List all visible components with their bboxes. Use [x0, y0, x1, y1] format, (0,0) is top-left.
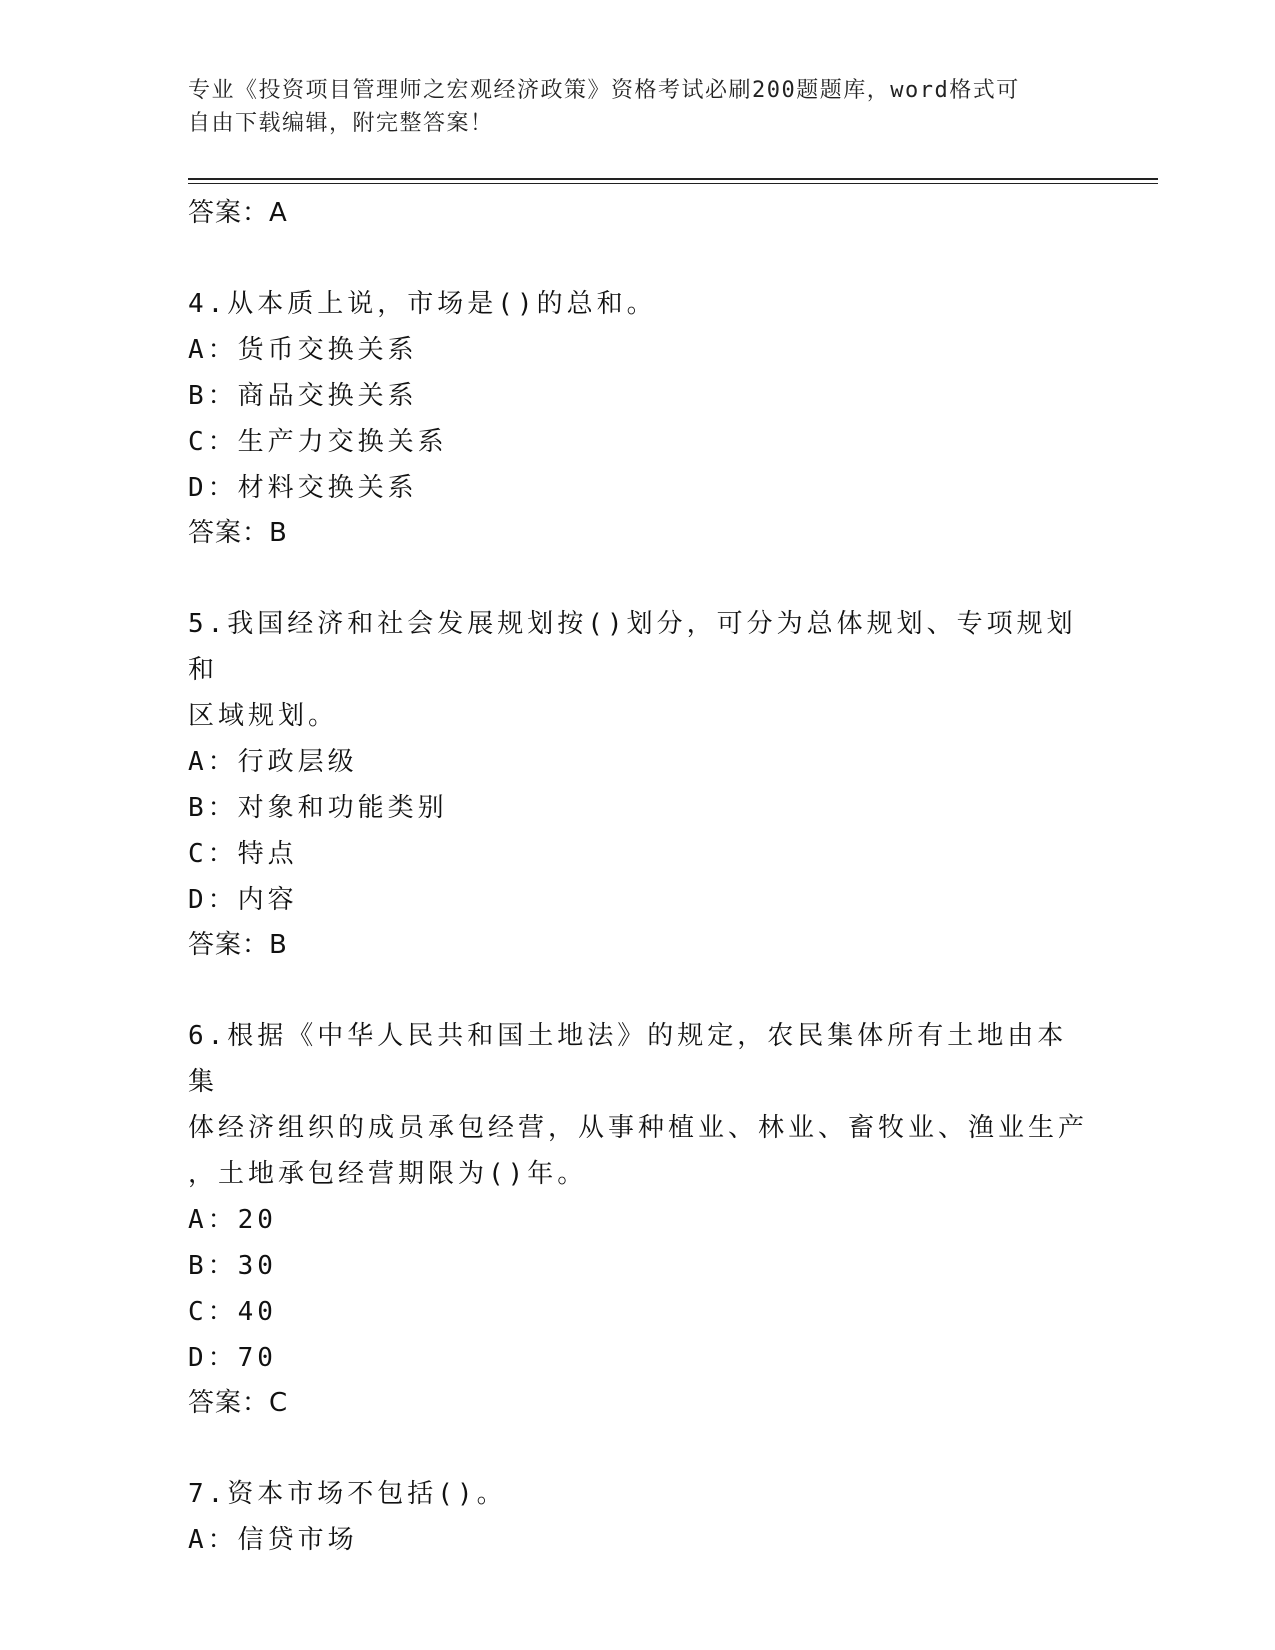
option-d: D：70 [188, 1343, 277, 1373]
option-a: A：货币交换关系 [188, 335, 418, 365]
option-d: D：材料交换关系 [188, 473, 418, 503]
option-a: A：信贷市场 [188, 1525, 358, 1555]
option-c: C：生产力交换关系 [188, 427, 448, 457]
spacer [188, 235, 1088, 281]
option-b: B：对象和功能类别 [188, 793, 448, 823]
question-4 [188, 281, 1088, 555]
answer-label: 答案：C [188, 1388, 289, 1418]
answer-label: 答案：A [188, 198, 288, 228]
question-stem: 7.资本市场不包括()。 [188, 1479, 507, 1509]
question-7 [188, 1471, 1088, 1563]
header-line-2: 自由下载编辑，附完整答案！ [188, 111, 494, 136]
question-5 [188, 601, 1088, 967]
option-a: A：20 [188, 1205, 277, 1235]
spacer [188, 555, 1088, 601]
header-rule-thick [188, 178, 1158, 180]
header-rule-thin [188, 183, 1158, 184]
option-b: B：30 [188, 1251, 277, 1281]
question-stem: 5.我国经济和社会发展规划按()划分，可分为总体规划、专项规划和 [188, 609, 1077, 685]
question-stem: 6.根据《中华人民共和国土地法》的规定，农民集体所有土地由本集 [188, 1021, 1068, 1097]
question-6 [188, 1013, 1088, 1425]
spacer [188, 1425, 1088, 1471]
question-stem: 体经济组织的成员承包经营，从事种植业、林业、畜牧业、渔业生产 [188, 1113, 1089, 1143]
spacer [188, 967, 1088, 1013]
answer-label: 答案：B [188, 518, 288, 548]
option-b: B：商品交换关系 [188, 381, 418, 411]
option-c: C：40 [188, 1297, 277, 1327]
header-line-1: 专业《投资项目管理师之宏观经济政策》资格考试必刷200题题库，word格式可 [188, 78, 1020, 103]
answer-label: 答案：B [188, 930, 288, 960]
document-header [188, 74, 1068, 140]
option-a: A：行政层级 [188, 747, 358, 777]
question-stem: 区域规划。 [188, 701, 339, 731]
option-d: D：内容 [188, 885, 298, 915]
question-stem: ，土地承包经营期限为()年。 [188, 1159, 588, 1189]
option-c: C：特点 [188, 839, 298, 869]
question-list [188, 191, 1088, 1563]
question-stem: 4.从本质上说，市场是()的总和。 [188, 289, 657, 319]
